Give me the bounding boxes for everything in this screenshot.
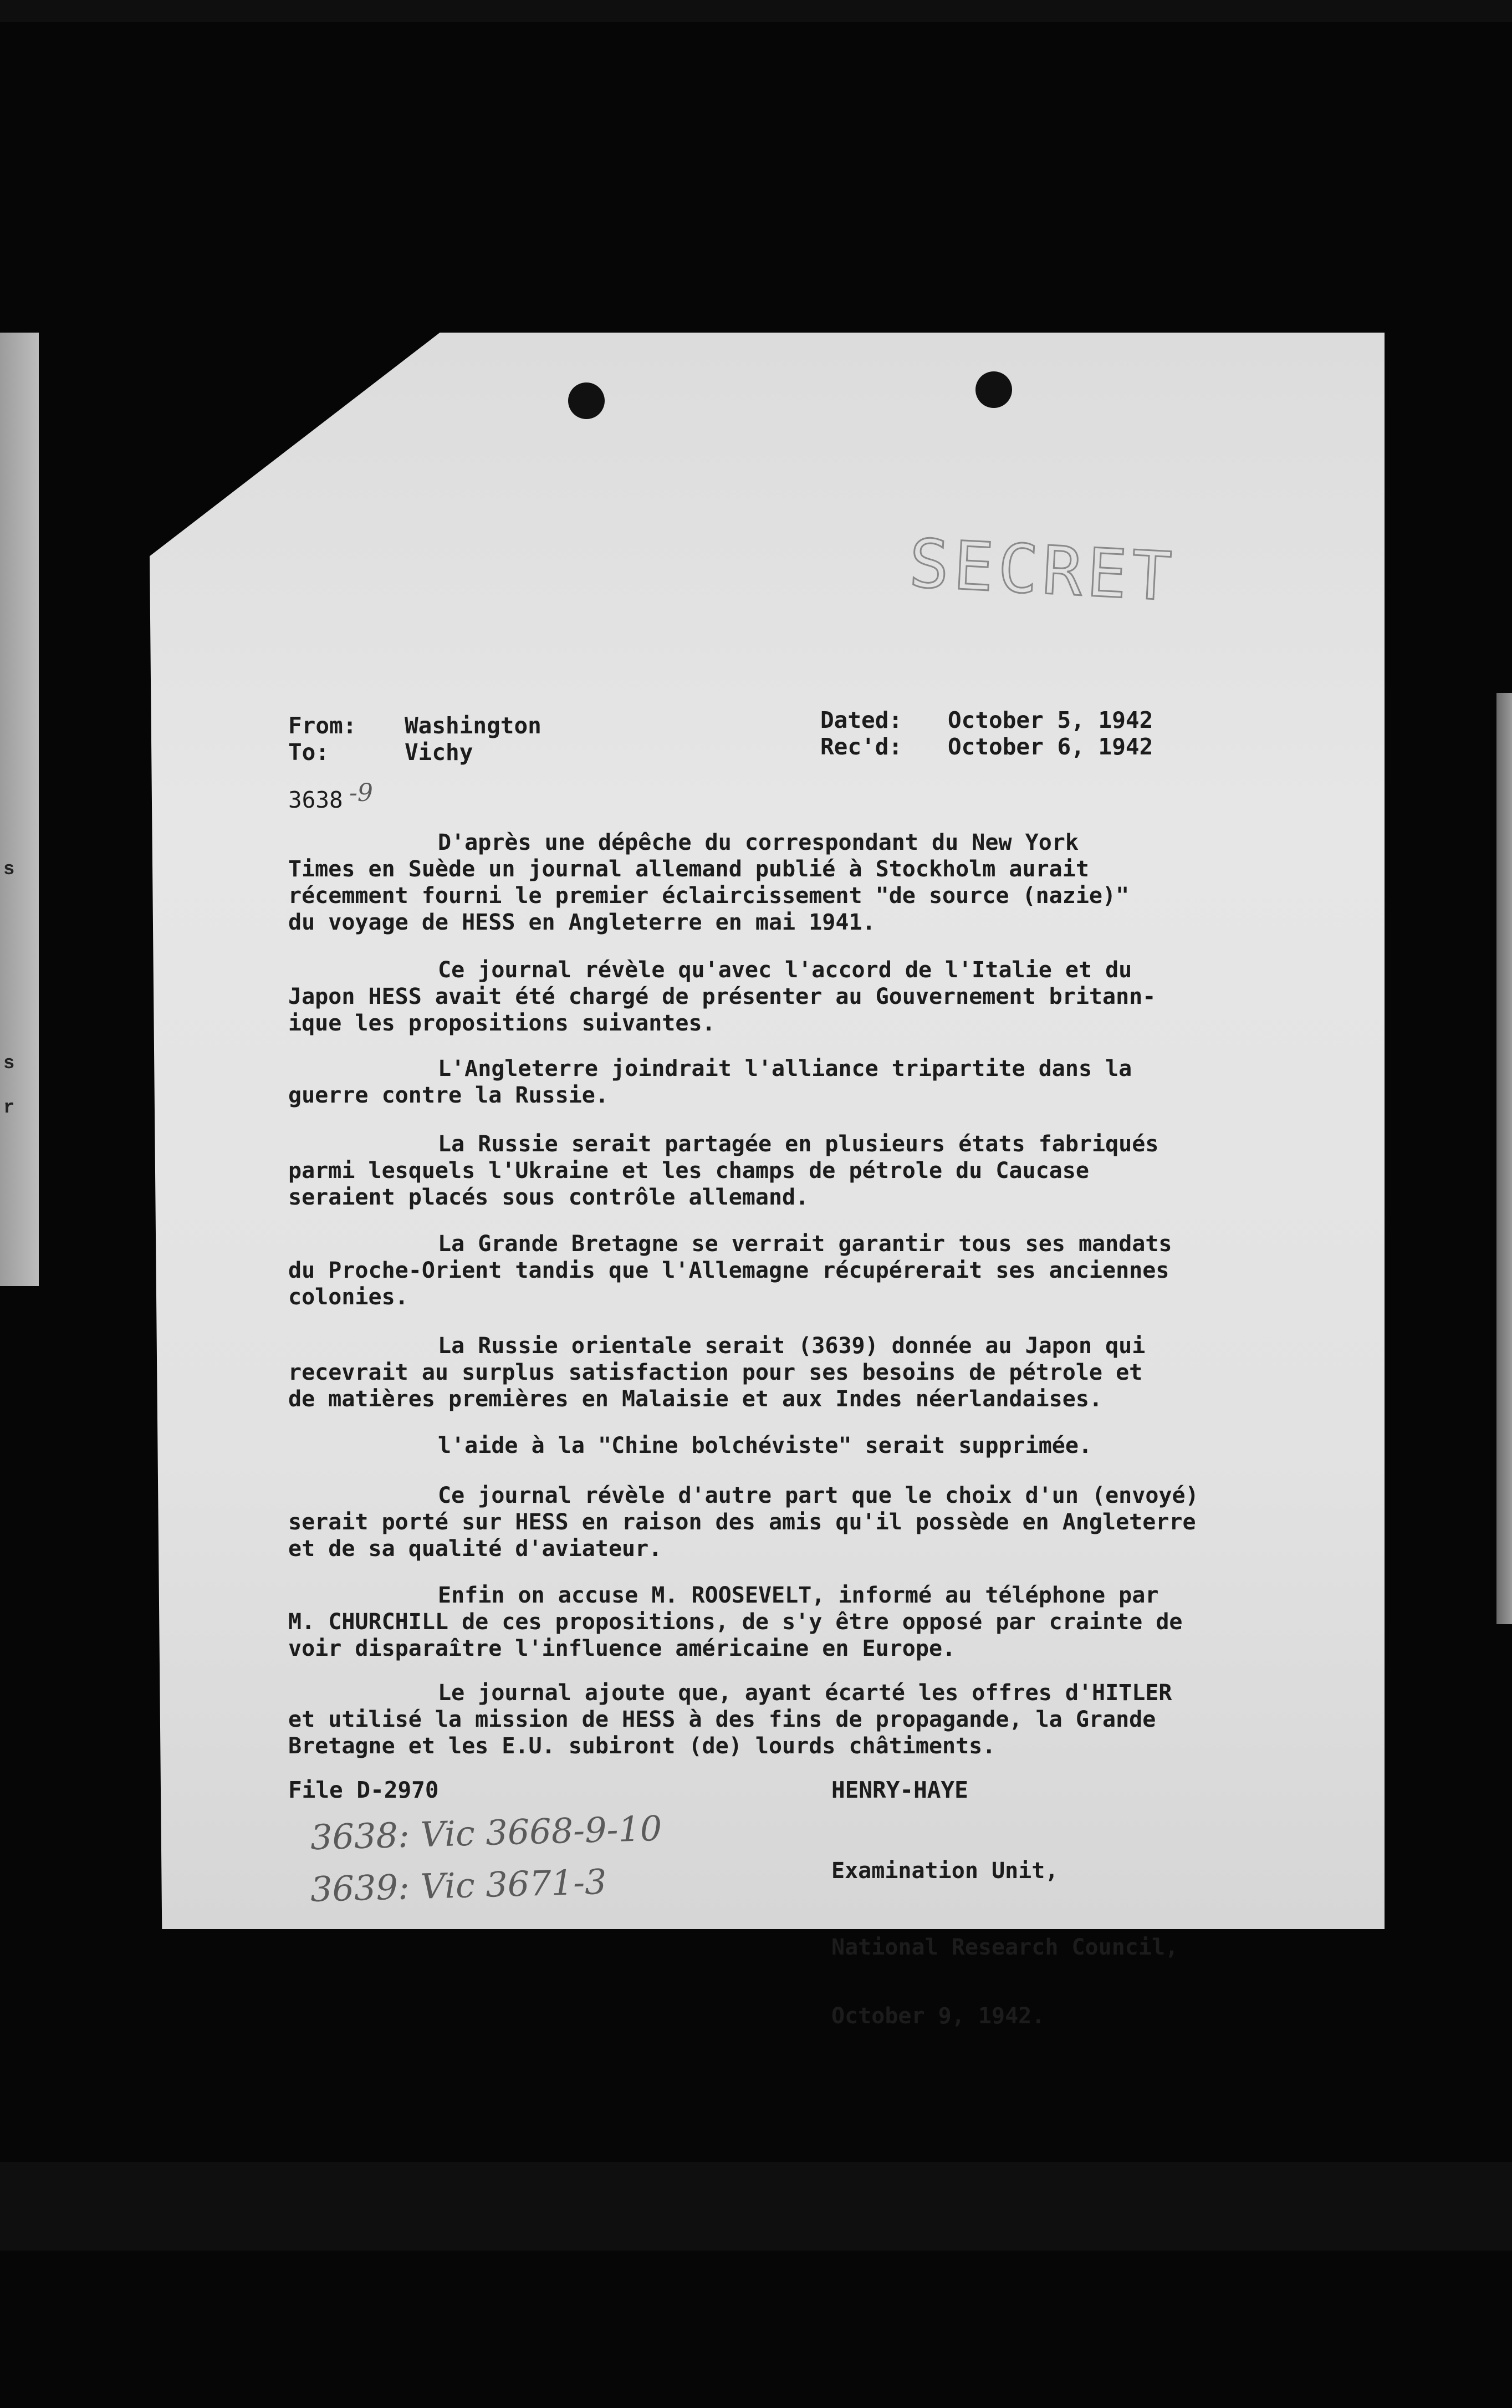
from-value: Washington [405,712,542,739]
paragraph-line: ique les propositions suivantes. [288,1011,716,1036]
paragraph-line: D'après une dépêche du correspondant du New York [438,830,1079,855]
adjacent-right-page [1496,693,1512,1624]
dated-value: October 5, 1942 [948,707,1153,733]
punch-hole-right [975,371,1012,408]
paragraph [288,1231,1341,1310]
to-label: To: [288,739,330,766]
paragraph-line: du voyage de HESS en Angleterre en mai 1941. [288,910,876,935]
left-page-fragment: s [3,859,15,880]
paragraph-line: de matières premières en Malaisie et aux Indes néerlandaises. [288,1386,1103,1412]
to-value: Vichy [405,739,473,766]
paragraph-line: La Russie orientale serait (3639) donnée au Japon qui [438,1333,1146,1359]
adjacent-left-page [0,333,39,1286]
recd-value: October 6, 1942 [948,733,1153,760]
handwritten-note: 3638: Vic 3668-9-10 [310,1808,663,1858]
examination-line: Examination Unit, [831,1858,1059,1884]
examination-line: October 9, 1942. [831,2003,1045,2029]
paragraph-line: recevrait au surplus satisfaction pour ses besoins de pétrole et [288,1360,1143,1385]
left-page-fragment: r [3,1098,15,1119]
paragraph [288,1482,1341,1562]
file-reference: File D-2970 [288,1777,439,1803]
paragraph-line: La Grande Bretagne se verrait garantir tous ses mandats [438,1231,1172,1257]
film-band-top [0,0,1512,22]
paragraph-line: Le journal ajoute que, ayant écarté les offres d'HITLER [438,1680,1172,1706]
paragraph-line: L'Angleterre joindrait l'alliance tripartite dans la [438,1056,1132,1081]
film-band-bottom [0,2162,1512,2251]
left-page-fragment: s [3,1053,15,1074]
paragraph [288,1333,1341,1412]
paragraph-line: Enfin on accuse M. ROOSEVELT, informé au téléphone par [438,1583,1159,1608]
paragraph-line: serait porté sur HESS en raison des amis qu'il possède en Angleterre [288,1509,1196,1535]
paragraph-line: du Proche-Orient tandis que l'Allemagne récupérerait ses anciennes [288,1258,1169,1283]
paragraph-line: l'aide à la "Chine bolchéviste" serait supprimée. [438,1433,1092,1458]
paragraph-line: guerre contre la Russie. [288,1083,609,1108]
paragraph-line: parmi lesquels l'Ukraine et les champs de pétrole du Caucase [288,1158,1089,1183]
paragraph-line: Bretagne et les E.U. subiront (de) lourds châtiments. [288,1733,996,1759]
message-number: 3638 [288,787,343,813]
paragraph [288,1582,1341,1662]
from-label: From: [288,712,357,739]
paragraph [288,1680,1341,1759]
paragraph-line: Times en Suède un journal allemand publié à Stockholm aurait [288,856,1089,882]
recd-label: Rec'd: [820,733,903,760]
paragraph-line: Ce journal révèle d'autre part que le choix d'un (envoyé) [438,1483,1199,1508]
paragraph-line: La Russie serait partagée en plusieurs états fabriqués [438,1131,1159,1157]
paragraph-line: et de sa qualité d'aviateur. [288,1536,662,1562]
paragraph-line: récemment fourni le premier éclaircissement "de source (nazie)" [288,883,1130,909]
dated-label: Dated: [820,707,903,733]
paragraph [288,829,1341,936]
paragraph [288,1055,1341,1109]
examination-block [831,1807,1178,2054]
secret-stamp: SECRET [907,525,1178,616]
punch-hole-left [568,382,605,419]
paragraph-line: seraient placés sous contrôle allemand. [288,1185,809,1210]
paragraph [288,1131,1341,1211]
paragraph-line: colonies. [288,1284,408,1310]
signature: HENRY-HAYE [831,1777,968,1803]
paragraph-line: et utilisé la mission de HESS à des fins de propagande, la Grande [288,1707,1156,1732]
paragraph-line: M. CHURCHILL de ces propositions, de s'y être opposé par crainte de [288,1609,1183,1635]
paragraph-line: Ce journal révèle qu'avec l'accord de l'Italie et du [438,957,1132,983]
paragraph [288,1432,1341,1459]
paragraph-line: Japon HESS avait été chargé de présenter au Gouvernement britann- [288,984,1156,1009]
paragraph [288,957,1341,1037]
paragraph-line: voir disparaître l'influence américaine en Europe. [288,1636,956,1661]
message-number-annotation: -9 [349,779,373,807]
examination-line: National Research Council, [831,1935,1179,1960]
handwritten-note: 3639: Vic 3671-3 [310,1861,607,1910]
